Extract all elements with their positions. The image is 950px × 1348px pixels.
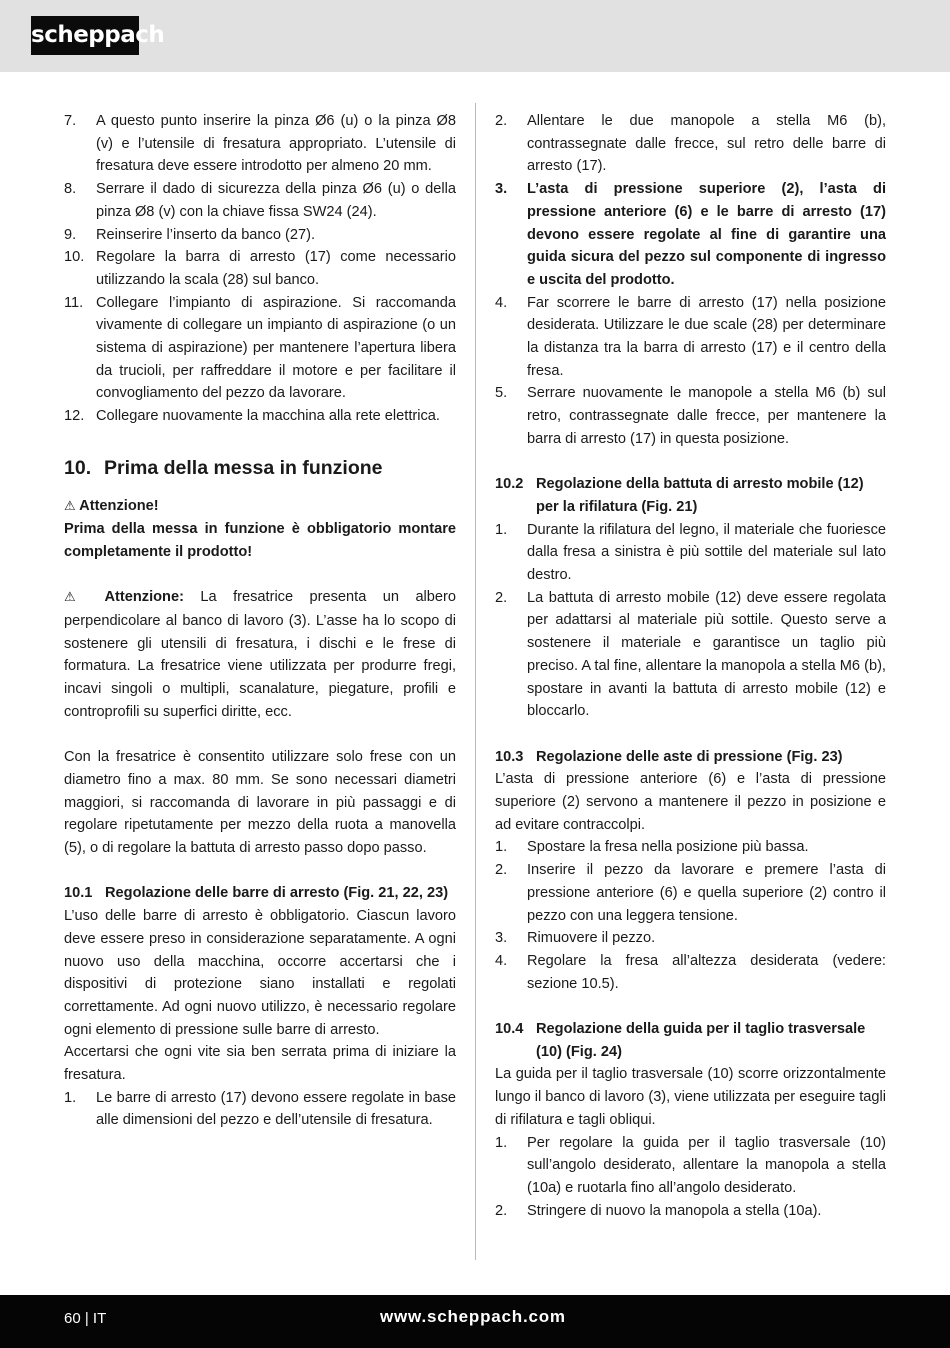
list-item-number: 2. [495,589,508,606]
list-item [64,246,456,291]
list-item-number: 8. [64,181,77,198]
list-item [495,1200,886,1223]
list-item-number: 2. [495,1202,508,1219]
list-item [495,292,886,383]
left-column [64,110,456,1132]
footer-bar [0,1295,950,1348]
list-item-text: Serrare il dado di sicurezza della pinza Ø6 (u) o della pinza Ø8 (v) con la chiave fissa SW24 (24). [96,181,456,220]
list-item-number: 11. [64,294,84,311]
warning-block-2 [64,586,456,723]
list-item [495,859,886,927]
list-item-number: 2. [495,862,508,879]
page-number: 60 | IT [64,1310,107,1327]
list-item-text: Inserire il pezzo da lavorare e premere l’asta di pressione anteriore (6) e quella superiore (2) contro il pezzo con una leggera tensione. [527,862,886,924]
warning-label: Attenzione: [104,589,184,606]
list-item [64,178,456,223]
list-item-number: 12. [64,408,85,425]
section-10-4-heading: 10.4 Regolazione della guida per il taglio trasversale (10) (Fig. 24) [495,1021,866,1060]
steps-list-continued [64,110,456,428]
list-item-text: Per regolare la guida per il taglio trasversale (10) sull’angolo desiderato, allentare la manopola a stella (10a) e ruotarla fino all’angolo desiderato. [527,1134,886,1196]
list-item-text: Collegare nuovamente la macchina alla rete elettrica. [96,408,440,425]
list-item-number: 9. [64,226,77,243]
steps-list-10-1-continued [495,110,886,451]
list-item-number: 3. [495,930,508,947]
list-item-number: 3. [495,181,508,198]
list-item [64,292,456,406]
warning-block-1 [64,495,456,564]
list-item-number: 1. [495,1134,508,1151]
brand-logo: scheppach [31,16,139,55]
warning-title: Attenzione! [79,497,159,514]
list-item [495,110,886,178]
section-10-heading: 10. Prima della messa in funzione [64,456,383,479]
list-item [495,519,886,587]
list-item [495,587,886,723]
list-item-number: 2. [495,113,508,129]
section-10-1-paragraph-2: Accertarsi che ogni vite sia ben serrata prima di iniziare la fresatura. [64,1044,456,1084]
warning-description: La fresatrice presenta un albero perpendicolare al banco di lavoro (3). L’asse ha lo scopo di sostenere gli utensili di fresatura, i dischi e le frese di formatura. La fresatrice viene utilizzata per produrre fregi, incavi singoli o multipli, scanalature, piegature, profili e controprofili su superfici diritte, ecc. [64,589,457,720]
list-item-text: Spostare la fresa nella posizione più bassa. [527,839,809,856]
website-url: www.scheppach.com [380,1307,566,1326]
list-item-text: Reinserire l’inserto da banco (27). [96,226,316,243]
list-item-text: Durante la rifilatura del legno, il materiale che fuoriesce dalla fresa a sinistra è più sottile del materiale sul lato destro. [527,521,886,584]
steps-list-10-4 [495,1132,886,1223]
list-item [495,950,886,995]
list-item-text: Regolare la barra di arresto (17) come necessario utilizzando la scala (28) sul banco. [96,249,456,288]
list-item [64,224,456,247]
list-item-number: 1. [495,839,508,856]
warning-icon: ⚠ [64,590,89,606]
list-item-text: Far scorrere le barre di arresto (17) nella posizione desiderata. Utilizzare le due scale (28) per determinare la distanza tra la barra di arresto (17) e il centro della fresa. [527,294,886,379]
list-item-number: 4. [495,294,508,311]
list-item-text: Serrare nuovamente le manopole a stella M6 (b) sul retro, contrassegnate dalle frecce, per mantenere la barra di arresto (17) in questa posizione. [527,385,886,447]
list-item-number: 5. [495,385,508,402]
list-item-text: Rimuovere il pezzo. [527,930,656,947]
list-item-text: La battuta di arresto mobile (12) deve essere regolata per adattarsi al materiale più sottile. Questo serve a sostenere il materiale e garantisce un taglio più preciso. A tal fine, allentare la manopola a stella M6 (b), spostare in avanti la battuta di arresto mobile (12) e bloccarlo. [527,589,886,720]
list-item-text: A questo punto inserire la pinza Ø6 (u) o la pinza Ø8 (v) e l’utensile di fresatura appropriato. L’utensile di fresatura deve essere introdotto per almeno 20 mm. [96,113,456,175]
list-item [64,405,456,428]
list-item [495,382,886,450]
section-10-3-intro: L’asta di pressione anteriore (6) e l’asta di pressione superiore (2) servono a mantenere il pezzo in posizione e ad evitare contraccolpi. [495,771,886,833]
list-item: 1. Le barre di arresto (17) devono essere regolate in base alle dimensioni del pezzo e dell’utensile di fresatura. [64,1089,456,1129]
section-10-4-intro: La guida per il taglio trasversale (10) scorre orizzontalmente lungo il banco di lavoro (3), viene utilizzata per eseguire tagli di rifilatura e tagli obliqui. [495,1066,887,1128]
list-item-text: L’asta di pressione superiore (2), l’asta di pressione anteriore (6) e le barre di arresto (17) devono essere regolate al fine di garantire una guida sicura del pezzo sul componente di ingresso e uscita del prodotto. [527,181,886,288]
list-item [495,836,886,859]
section-10-2-heading: 10.2 Regolazione della battuta di arresto mobile (12) per la rifilatura (Fig. 21) [495,476,864,515]
list-item-number: 4. [495,952,508,969]
warning-icon: ⚠ [64,498,76,514]
list-item-number: 10. [64,249,85,266]
section-10-1-heading: 10.1 Regolazione delle barre di arresto (Fig. 21, 22, 23) [64,885,449,902]
section-10-3-heading: 10.3 Regolazione delle aste di pressione (Fig. 23) [495,748,843,765]
list-item-text: Collegare l’impianto di aspirazione. Si raccomanda vivamente di collegare un impianto di aspirazione (o un sistema di aspirazione) per mantenere l’apertura libera da trucioli, per raffreddare il motore e per facilitare il convogliamento del pezzo da lavorare. [96,294,456,402]
list-item [495,927,886,950]
warning-text: Prima della messa in funzione è obbligatorio montare completamente il prodotto! [64,521,456,560]
list-item [495,1132,886,1200]
list-item-text: Stringere di nuovo la manopola a stella (10a). [527,1202,822,1219]
header-band [0,0,950,72]
list-item-number: 1. [495,521,508,538]
steps-list-10-3 [495,836,886,995]
list-item-text: Regolare la fresa all’altezza desiderata (vedere: sezione 10.5). [527,952,886,992]
diameter-paragraph: Con la fresatrice è consentito utilizzare solo frese con un diametro fino a max. 80 mm. Se sono necessari diametri maggiori, si raccomanda di lavorare in più passaggi e di regolare ripetutamente per mezzo della ruota a manovella (5), o di regolare la battuta di arresto passo dopo passo. [64,749,456,857]
list-item [64,110,456,178]
right-column [495,110,886,1222]
column-divider [475,103,476,1260]
list-item [495,178,886,292]
section-10-1-paragraph: L’uso delle barre di arresto è obbligatorio. Ciascun lavoro deve essere preso in considerazione separatamente. A ogni nuovo uso della macchina, occorre accertarsi che i dispositivi di protezione siano installati e regolati correttamente. Ad ogni nuovo utilizzo, è necessario regolare ogni elemento di pressione sulle barre di arresto. [64,908,456,1038]
steps-list-10-2 [495,519,886,723]
list-item-number: 7. [64,113,77,129]
list-item-text: Allentare le due manopole a stella M6 (b), contrassegnate dalle frecce, sul retro delle barre di arresto (17). [527,113,886,175]
